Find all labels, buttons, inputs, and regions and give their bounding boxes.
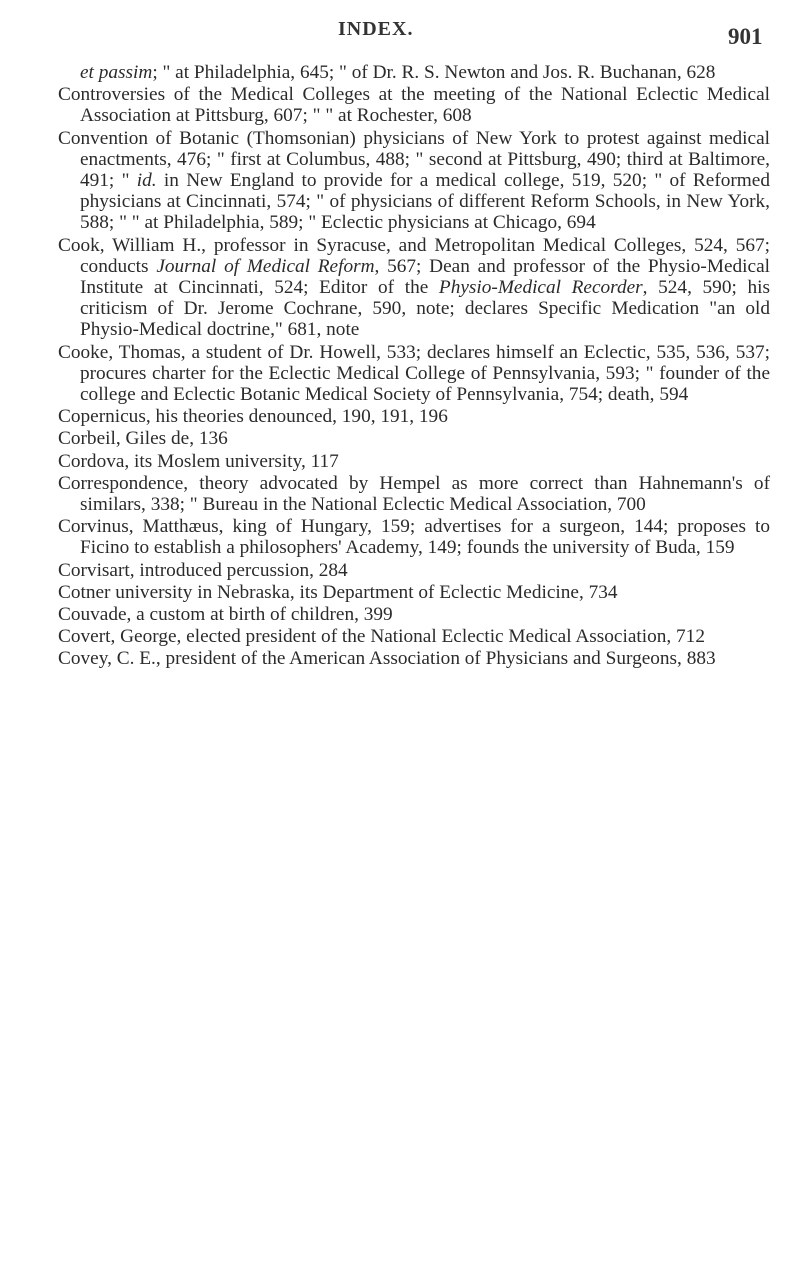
index-entry-couvade [58, 604, 770, 625]
entry-text: Cordova, its Moslem university, 117 [58, 450, 339, 472]
index-entry-corvinus [58, 516, 770, 558]
index-entry-covert [58, 626, 770, 647]
italic-text: Journal of Medical Reform [156, 255, 375, 277]
index-entry-cordova [58, 451, 770, 472]
entry-text: ; " at Philadelphia, 645; " of Dr. R. S. Newton and Jos. R. Buchanan, 628 [152, 62, 716, 83]
index-entry-corbeil [58, 428, 770, 449]
entry-text: Cook, William H., professor in Syracuse, and Metropolitan Medical Colleges, 524, 567; conducts [58, 234, 770, 277]
index-entry-cotner [58, 582, 770, 603]
entry-text: Covert, George, elected president of the National Eclectic Medical Association, 712 [58, 626, 705, 648]
entry-text: Corvinus, Matthæus, king of Hungary, 159; advertises for a surgeon, 144; proposes to Ficino to establish a philosophers' Academy, 149; founds the university of Buda, 159 [58, 516, 770, 559]
index-entries [58, 62, 770, 671]
index-entry-controversies [58, 84, 770, 126]
page-header [0, 18, 800, 48]
entry-text: Couvade, a custom at birth of children, 399 [58, 604, 393, 626]
index-entry-copernicus [58, 406, 770, 427]
entry-text: Covey, C. E., president of the American Association of Physicians and Surgeons, 883 [58, 648, 716, 670]
index-entry-corvisart [58, 560, 770, 581]
entry-text: Corbeil, Giles de, 136 [58, 428, 228, 450]
entry-text: Cotner university in Nebraska, its Department of Eclectic Medicine, 734 [58, 581, 618, 603]
entry-text: Copernicus, his theories denounced, 190, 191, 196 [58, 406, 448, 428]
entry-text: , 567; Dean and professor of the Physio-Medical Institute at Cincinnati, 524; Editor of the [80, 255, 771, 299]
index-entry-cooke-thomas [58, 342, 770, 406]
entry-text: Corvisart, introduced percussion, 284 [58, 559, 348, 581]
italic-text: et passim [80, 62, 153, 83]
entry-text: Controversies of the Medical Colleges at the meeting of the National Eclectic Medical Association at Pittsburg, 607; " " at Rochester, 608 [58, 84, 770, 127]
index-entry-cook-william [58, 235, 770, 341]
page-number: 901 [728, 24, 763, 49]
italic-text: id. [136, 170, 157, 192]
entry-text: Convention of Botanic (Thomsonian) physicians of New York to protest against medical enactments, 476; " first at Columbus, 488; " second at Pittsburg, 490; third at Baltimore, 491; " [58, 127, 770, 192]
entry-text: Correspondence, theory advocated by Hempel as more correct than Hahnemann's of similars, 338; " Bureau in the National Eclectic Medical Association, 700 [58, 472, 770, 516]
running-title: INDEX. [338, 18, 414, 40]
entry-text: in New England to provide for a medical college, 519, 520; " of Reformed physicians at Cincinnati, 574; " of physicians of different Reform Schools, in New York, 588; " " at Philadelphia, 589; " Eclectic physicians at Chicago, 694 [80, 170, 770, 234]
entry-text: Cooke, Thomas, a student of Dr. Howell, 533; declares himself an Eclectic, 535, 536, 537; procures charter for the Eclectic Medical College of Pennsylvania, 593; " founder of the college and Eclectic Botanic Medical Society of Pennsylvania, 754; death, 594 [58, 341, 770, 406]
index-entry-correspondence [58, 473, 770, 515]
entry-text: , 524, 590; his criticism of Dr. Jerome Cochrane, 590, note; declares Specific Medication "an old Physio-Medical doctrine," 681, note [80, 277, 770, 341]
italic-text: Physio-Medical Recorder [438, 277, 643, 299]
index-entry-convention [58, 128, 770, 234]
index-entry-passim [58, 62, 770, 83]
index-entry-covey [58, 648, 770, 669]
